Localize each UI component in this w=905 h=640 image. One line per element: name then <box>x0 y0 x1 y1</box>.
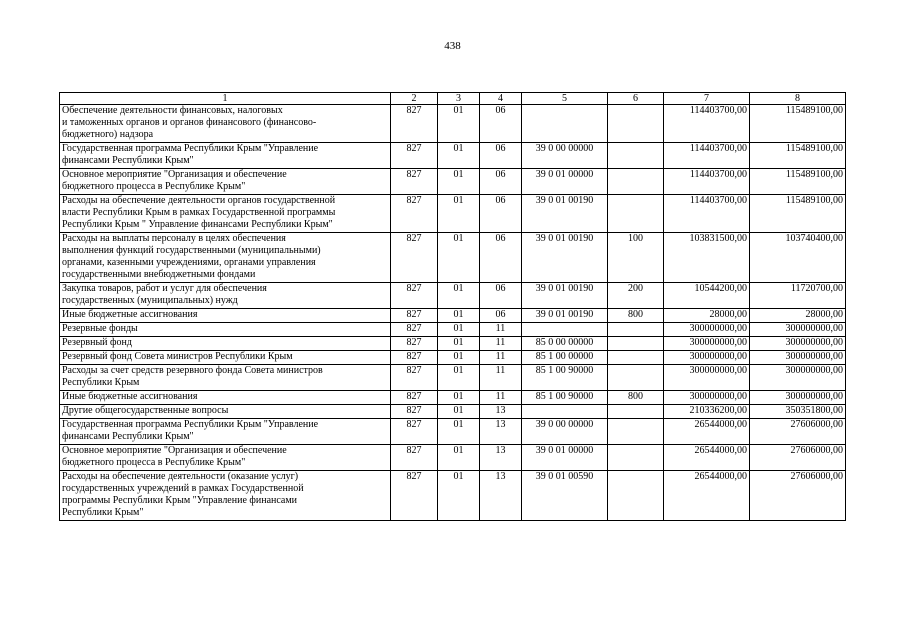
section-code: 01 <box>438 309 480 323</box>
subsection-code: 06 <box>480 283 522 309</box>
row-description: Основное мероприятие "Организация и обеспечение бюджетного процесса в Республике Крым" <box>60 169 391 195</box>
amount-year-1: 300000000,00 <box>664 323 750 337</box>
section-code: 01 <box>438 365 480 391</box>
target-article-code: 39 0 01 00190 <box>522 283 608 309</box>
amount-year-1: 28000,00 <box>664 309 750 323</box>
target-article-code: 39 0 01 00590 <box>522 471 608 521</box>
table-row <box>60 143 846 169</box>
row-description: Резервные фонды <box>60 323 391 337</box>
section-code: 01 <box>438 105 480 143</box>
amount-year-1: 103831500,00 <box>664 233 750 283</box>
subsection-code: 13 <box>480 419 522 445</box>
ministry-code: 827 <box>391 105 438 143</box>
amount-year-2: 27606000,00 <box>750 445 846 471</box>
amount-year-2: 115489100,00 <box>750 143 846 169</box>
expense-type-code: 800 <box>608 391 664 405</box>
table-body <box>60 93 846 521</box>
amount-year-1: 210336200,00 <box>664 405 750 419</box>
amount-year-2: 350351800,00 <box>750 405 846 419</box>
amount-year-1: 114403700,00 <box>664 169 750 195</box>
target-article-code: 85 1 00 90000 <box>522 365 608 391</box>
column-number-row <box>60 93 846 105</box>
table-row <box>60 195 846 233</box>
target-article-code <box>522 105 608 143</box>
amount-year-1: 114403700,00 <box>664 105 750 143</box>
table-row <box>60 419 846 445</box>
expense-type-code <box>608 445 664 471</box>
amount-year-2: 300000000,00 <box>750 351 846 365</box>
amount-year-1: 26544000,00 <box>664 471 750 521</box>
subsection-code: 06 <box>480 105 522 143</box>
ministry-code: 827 <box>391 169 438 195</box>
section-code: 01 <box>438 471 480 521</box>
amount-year-2: 300000000,00 <box>750 365 846 391</box>
section-code: 01 <box>438 337 480 351</box>
budget-table <box>59 92 846 521</box>
amount-year-2: 28000,00 <box>750 309 846 323</box>
section-code: 01 <box>438 445 480 471</box>
amount-year-2: 115489100,00 <box>750 105 846 143</box>
ministry-code: 827 <box>391 143 438 169</box>
expense-type-code <box>608 351 664 365</box>
subsection-code: 06 <box>480 309 522 323</box>
subsection-code: 11 <box>480 351 522 365</box>
target-article-code: 39 0 00 00000 <box>522 419 608 445</box>
table-row <box>60 323 846 337</box>
row-description: Иные бюджетные ассигнования <box>60 309 391 323</box>
row-description: Расходы на выплаты персоналу в целях обеспечения выполнения функций государственными (муниципальными) органами, казенными учреждениями, органами управления государственными внебюджетными фондами <box>60 233 391 283</box>
section-code: 01 <box>438 143 480 169</box>
column-number: 1 <box>60 93 391 105</box>
column-number: 4 <box>480 93 522 105</box>
amount-year-2: 300000000,00 <box>750 337 846 351</box>
section-code: 01 <box>438 233 480 283</box>
row-description: Основное мероприятие "Организация и обеспечение бюджетного процесса в Республике Крым" <box>60 445 391 471</box>
ministry-code: 827 <box>391 419 438 445</box>
row-description: Закупка товаров, работ и услуг для обеспечения государственных (муниципальных) нужд <box>60 283 391 309</box>
section-code: 01 <box>438 405 480 419</box>
expense-type-code <box>608 471 664 521</box>
section-code: 01 <box>438 323 480 337</box>
amount-year-2: 27606000,00 <box>750 471 846 521</box>
subsection-code: 13 <box>480 405 522 419</box>
ministry-code: 827 <box>391 365 438 391</box>
column-number: 2 <box>391 93 438 105</box>
subsection-code: 06 <box>480 143 522 169</box>
expense-type-code <box>608 365 664 391</box>
expense-type-code <box>608 419 664 445</box>
target-article-code <box>522 405 608 419</box>
amount-year-2: 115489100,00 <box>750 195 846 233</box>
ministry-code: 827 <box>391 391 438 405</box>
amount-year-2: 300000000,00 <box>750 391 846 405</box>
amount-year-1: 300000000,00 <box>664 365 750 391</box>
amount-year-1: 114403700,00 <box>664 143 750 169</box>
table-row <box>60 405 846 419</box>
table-row <box>60 233 846 283</box>
subsection-code: 13 <box>480 471 522 521</box>
section-code: 01 <box>438 391 480 405</box>
amount-year-1: 300000000,00 <box>664 391 750 405</box>
expense-type-code: 100 <box>608 233 664 283</box>
amount-year-2: 300000000,00 <box>750 323 846 337</box>
section-code: 01 <box>438 195 480 233</box>
section-code: 01 <box>438 283 480 309</box>
table-row <box>60 309 846 323</box>
expense-type-code <box>608 169 664 195</box>
amount-year-1: 26544000,00 <box>664 445 750 471</box>
table-row <box>60 337 846 351</box>
row-description: Расходы на обеспечение деятельности (оказание услуг) государственных учреждений в рамках Государственной программы Республики Крым "Управление финансами Республики Крым" <box>60 471 391 521</box>
ministry-code: 827 <box>391 405 438 419</box>
target-article-code: 39 0 01 00000 <box>522 169 608 195</box>
row-description: Другие общегосударственные вопросы <box>60 405 391 419</box>
column-number: 6 <box>608 93 664 105</box>
subsection-code: 11 <box>480 323 522 337</box>
amount-year-2: 103740400,00 <box>750 233 846 283</box>
amount-year-1: 26544000,00 <box>664 419 750 445</box>
target-article-code: 39 0 01 00190 <box>522 309 608 323</box>
expense-type-code <box>608 105 664 143</box>
ministry-code: 827 <box>391 351 438 365</box>
target-article-code: 39 0 01 00190 <box>522 233 608 283</box>
target-article-code <box>522 323 608 337</box>
subsection-code: 13 <box>480 445 522 471</box>
table-row <box>60 283 846 309</box>
expense-type-code <box>608 405 664 419</box>
expense-type-code: 200 <box>608 283 664 309</box>
row-description: Иные бюджетные ассигнования <box>60 391 391 405</box>
ministry-code: 827 <box>391 233 438 283</box>
page-number: 438 <box>444 40 461 52</box>
ministry-code: 827 <box>391 195 438 233</box>
amount-year-2: 11720700,00 <box>750 283 846 309</box>
row-description: Расходы за счет средств резервного фонда Совета министров Республики Крым <box>60 365 391 391</box>
column-number: 3 <box>438 93 480 105</box>
expense-type-code <box>608 195 664 233</box>
subsection-code: 11 <box>480 337 522 351</box>
column-number: 7 <box>664 93 750 105</box>
column-number: 5 <box>522 93 608 105</box>
row-description: Обеспечение деятельности финансовых, налоговых и таможенных органов и органов финансового (финансово- бюджетного) надзора <box>60 105 391 143</box>
ministry-code: 827 <box>391 337 438 351</box>
subsection-code: 11 <box>480 391 522 405</box>
ministry-code: 827 <box>391 445 438 471</box>
target-article-code: 85 1 00 00000 <box>522 351 608 365</box>
row-description: Расходы на обеспечение деятельности органов государственной власти Республики Крым в рамках Государственной программы Республики Крым " Управление финансами Республики Крым" <box>60 195 391 233</box>
subsection-code: 06 <box>480 233 522 283</box>
row-description: Резервный фонд <box>60 337 391 351</box>
section-code: 01 <box>438 169 480 195</box>
expense-type-code <box>608 143 664 169</box>
subsection-code: 11 <box>480 365 522 391</box>
section-code: 01 <box>438 419 480 445</box>
table-row <box>60 105 846 143</box>
target-article-code: 85 1 00 90000 <box>522 391 608 405</box>
ministry-code: 827 <box>391 283 438 309</box>
ministry-code: 827 <box>391 309 438 323</box>
row-description: Резервный фонд Совета министров Республики Крым <box>60 351 391 365</box>
expense-type-code <box>608 337 664 351</box>
amount-year-2: 27606000,00 <box>750 419 846 445</box>
section-code: 01 <box>438 351 480 365</box>
amount-year-1: 114403700,00 <box>664 195 750 233</box>
amount-year-1: 300000000,00 <box>664 351 750 365</box>
target-article-code: 85 0 00 00000 <box>522 337 608 351</box>
row-description: Государственная программа Республики Крым "Управление финансами Республики Крым" <box>60 143 391 169</box>
row-description: Государственная программа Республики Крым "Управление финансами Республики Крым" <box>60 419 391 445</box>
ministry-code: 827 <box>391 323 438 337</box>
table-row <box>60 471 846 521</box>
expense-type-code: 800 <box>608 309 664 323</box>
table-row <box>60 169 846 195</box>
table-row <box>60 445 846 471</box>
ministry-code: 827 <box>391 471 438 521</box>
table-row <box>60 391 846 405</box>
table-row <box>60 365 846 391</box>
target-article-code: 39 0 01 00000 <box>522 445 608 471</box>
column-number: 8 <box>750 93 846 105</box>
subsection-code: 06 <box>480 195 522 233</box>
expense-type-code <box>608 323 664 337</box>
target-article-code: 39 0 00 00000 <box>522 143 608 169</box>
amount-year-1: 300000000,00 <box>664 337 750 351</box>
amount-year-1: 10544200,00 <box>664 283 750 309</box>
table-row <box>60 351 846 365</box>
target-article-code: 39 0 01 00190 <box>522 195 608 233</box>
amount-year-2: 115489100,00 <box>750 169 846 195</box>
subsection-code: 06 <box>480 169 522 195</box>
